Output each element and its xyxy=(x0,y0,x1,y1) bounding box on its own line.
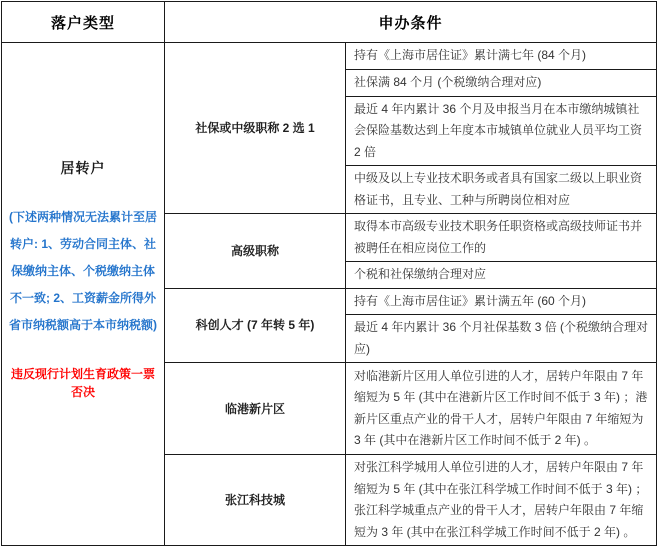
category-social-security-or-mid-title: 社保或中级职称 2 选 1 xyxy=(165,43,346,214)
table-header-row xyxy=(2,2,657,43)
category-sci-tech-talent: 科创人才 (7 年转 5 年) xyxy=(165,288,346,363)
settlement-type-title: 居转户 xyxy=(60,159,106,176)
condition-cell: 持有《上海市居住证》累计满七年 (84 个月) xyxy=(346,43,657,70)
category-senior-title: 高级职称 xyxy=(165,214,346,289)
condition-cell: 社保满 84 个月 (个税缴纳合理对应) xyxy=(346,70,657,97)
settlement-type-note-red: 违反现行计划生育政策一票否决 xyxy=(10,366,155,399)
settlement-type-cell xyxy=(2,43,165,546)
condition-cell: 个税和社保缴纳合理对应 xyxy=(346,262,657,289)
condition-cell: 对张江科学城用人单位引进的人才，居转户年限由 7 年缩短为 5 年 (其中在张江科学城工作时间不低于 3 年) ；张江科学城重点产业的骨干人才，居转户年限由 7 年缩短为 3 年 (其中在张江科学城工作时间不低于 2 年) 。 xyxy=(346,455,657,546)
category-lingang-new-area: 临港新片区 xyxy=(165,363,346,455)
condition-cell: 对临港新片区用人单位引进的人才，居转户年限由 7 年缩短为 5 年 (其中在港新片区工作时间不低于 3 年) ；港新片区重点产业的骨干人才，居转户年限由 7 年缩短为 3 年 (其中在港新片区工作时间不低于 2 年) 。 xyxy=(346,363,657,455)
category-zhangjiang-science-city: 张江科技城 xyxy=(165,455,346,546)
condition-cell: 最近 4 年内累计 36 个月及申报当月在本市缴纳城镇社会保险基数达到上年度本市城镇单位就业人员平均工资 2 倍 xyxy=(346,96,657,166)
header-settlement-type: 落户类型 xyxy=(2,2,165,43)
condition-cell: 中级及以上专业技术职务或者具有国家二级以上职业资格证书，且专业、工种与所聘岗位相对应 xyxy=(346,166,657,214)
header-application-conditions: 申办条件 xyxy=(165,2,657,43)
settlement-type-note-blue: (下述两种情况无法累计至居转户: 1、劳动合同主体、社保缴纳主体、个税缴纳主体不一致; 2、工资薪金所得外省市纳税额高于本市纳税额) xyxy=(9,209,157,332)
condition-cell: 持有《上海市居住证》累计满五年 (60 个月) xyxy=(346,288,657,315)
condition-cell: 最近 4 年内累计 36 个月社保基数 3 倍 (个税缴纳合理对应) xyxy=(346,315,657,363)
condition-cell: 取得本市高级专业技术职务任职资格或高级技师证书并被聘任在相应岗位工作的 xyxy=(346,214,657,262)
settlement-policy-table xyxy=(1,1,657,546)
table-row xyxy=(2,43,657,70)
